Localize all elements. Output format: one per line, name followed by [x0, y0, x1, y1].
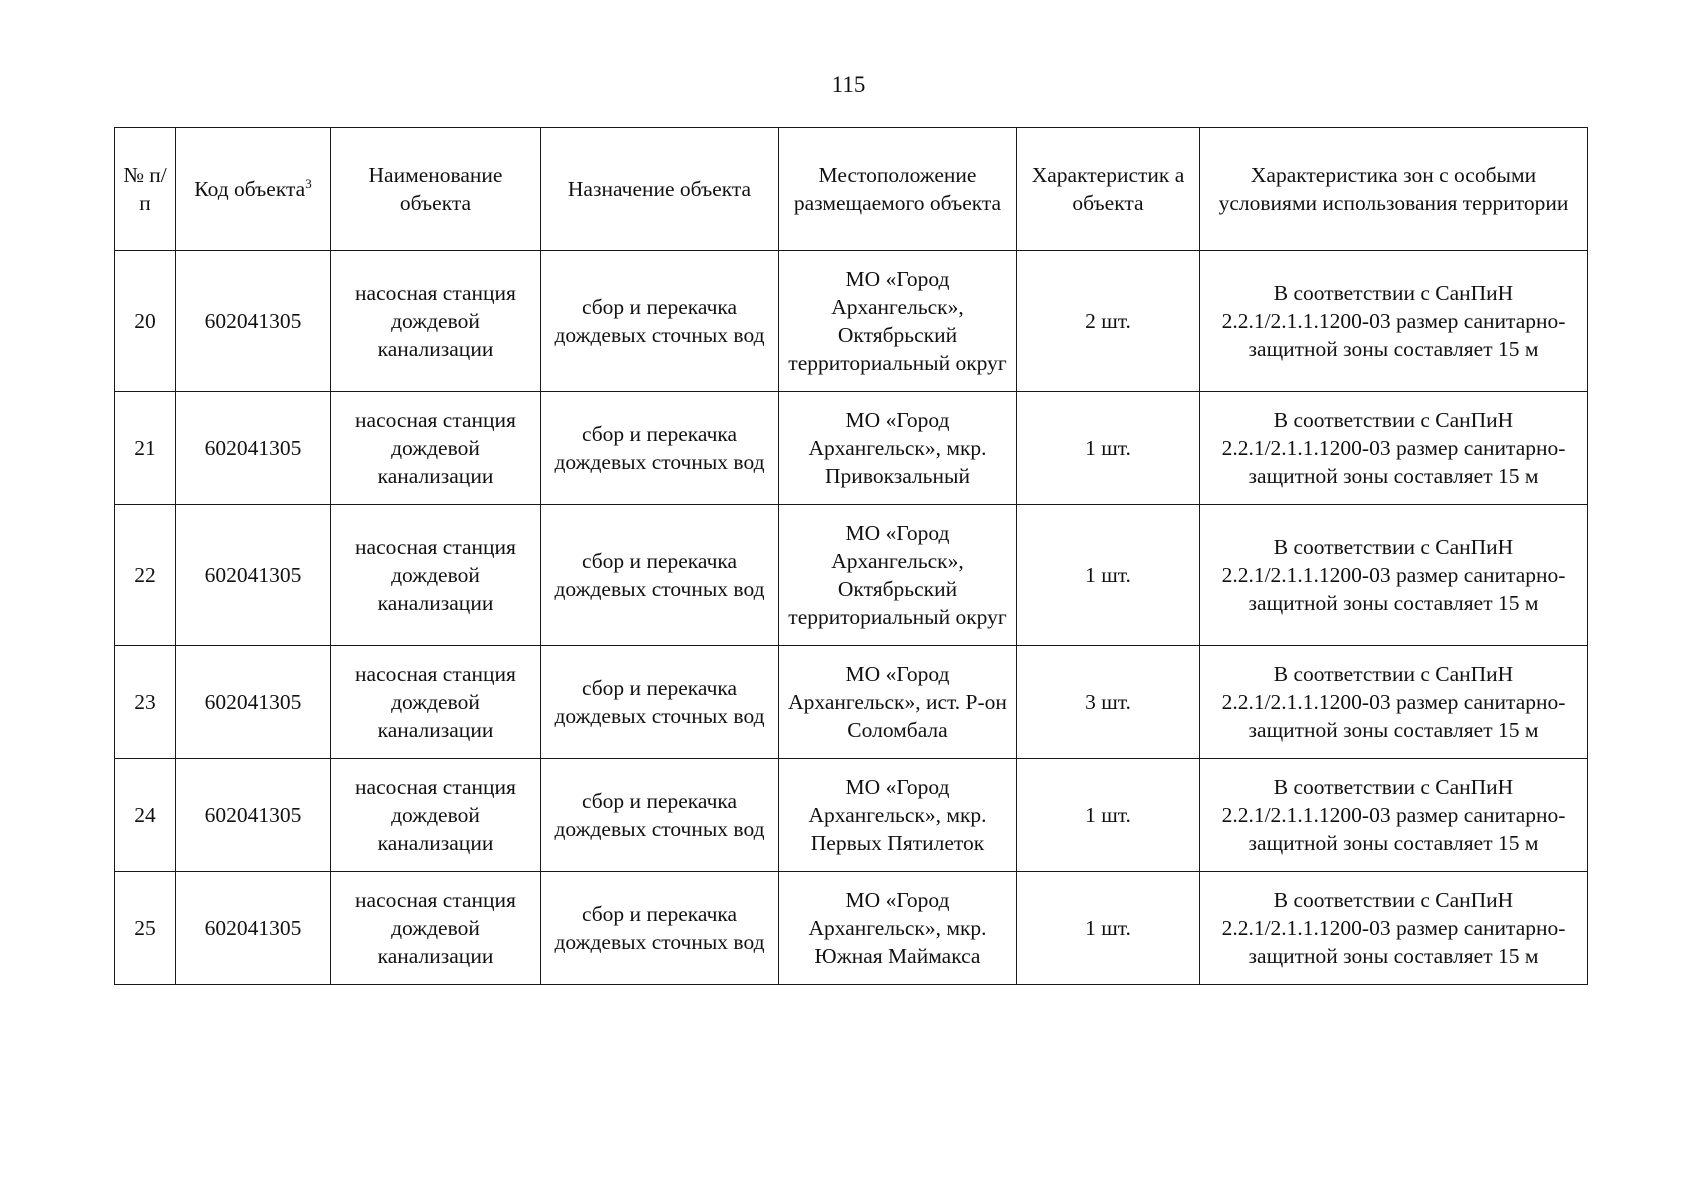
header-location: Местоположение размещаемого объекта	[779, 128, 1017, 251]
cell-characteristic: 1 шт.	[1017, 392, 1200, 505]
cell-num: 22	[115, 505, 176, 646]
cell-code: 602041305	[176, 872, 331, 985]
table-row	[115, 251, 1588, 392]
cell-location: МО «Город Архангельск», ист. Р-он Соломбала	[779, 646, 1017, 759]
cell-name: насосная станция дождевой канализации	[331, 251, 541, 392]
objects-table	[114, 127, 1588, 985]
cell-zones: В соответствии с СанПиН 2.2.1/2.1.1.1200-03 размер санитарно-защитной зоны составляет 15 м	[1200, 646, 1588, 759]
cell-num: 24	[115, 759, 176, 872]
cell-purpose: сбор и перекачка дождевых сточных вод	[541, 251, 779, 392]
cell-num: 23	[115, 646, 176, 759]
header-zones: Характеристика зон с особыми условиями использования территории	[1200, 128, 1588, 251]
table-row	[115, 505, 1588, 646]
cell-purpose: сбор и перекачка дождевых сточных вод	[541, 505, 779, 646]
header-num: № п/п	[115, 128, 176, 251]
cell-name: насосная станция дождевой канализации	[331, 505, 541, 646]
cell-zones: В соответствии с СанПиН 2.2.1/2.1.1.1200-03 размер санитарно-защитной зоны составляет 15 м	[1200, 251, 1588, 392]
cell-zones: В соответствии с СанПиН 2.2.1/2.1.1.1200-03 размер санитарно-защитной зоны составляет 15 м	[1200, 392, 1588, 505]
cell-characteristic: 1 шт.	[1017, 505, 1200, 646]
cell-name: насосная станция дождевой канализации	[331, 759, 541, 872]
header-code-label: Код объекта	[194, 177, 306, 201]
cell-zones: В соответствии с СанПиН 2.2.1/2.1.1.1200-03 размер санитарно-защитной зоны составляет 15 м	[1200, 872, 1588, 985]
cell-characteristic: 3 шт.	[1017, 646, 1200, 759]
cell-code: 602041305	[176, 392, 331, 505]
cell-purpose: сбор и перекачка дождевых сточных вод	[541, 392, 779, 505]
header-purpose: Назначение объекта	[541, 128, 779, 251]
cell-purpose: сбор и перекачка дождевых сточных вод	[541, 759, 779, 872]
page-number: 115	[831, 72, 866, 97]
cell-purpose: сбор и перекачка дождевых сточных вод	[541, 872, 779, 985]
cell-characteristic: 2 шт.	[1017, 251, 1200, 392]
header-characteristic: Характеристик а объекта	[1017, 128, 1200, 251]
table-row	[115, 759, 1588, 872]
cell-zones: В соответствии с СанПиН 2.2.1/2.1.1.1200-03 размер санитарно-защитной зоны составляет 15 м	[1200, 505, 1588, 646]
cell-name: насосная станция дождевой канализации	[331, 872, 541, 985]
cell-code: 602041305	[176, 505, 331, 646]
cell-num: 21	[115, 392, 176, 505]
cell-code: 602041305	[176, 251, 331, 392]
cell-name: насосная станция дождевой канализации	[331, 646, 541, 759]
cell-location: МО «Город Архангельск», Октябрьский территориальный округ	[779, 505, 1017, 646]
cell-characteristic: 1 шт.	[1017, 759, 1200, 872]
cell-location: МО «Город Архангельск», мкр. Южная Маймакса	[779, 872, 1017, 985]
cell-num: 20	[115, 251, 176, 392]
cell-characteristic: 1 шт.	[1017, 872, 1200, 985]
header-code	[176, 128, 331, 251]
table-row	[115, 392, 1588, 505]
cell-name: насосная станция дождевой канализации	[331, 392, 541, 505]
cell-code: 602041305	[176, 646, 331, 759]
cell-num: 25	[115, 872, 176, 985]
cell-location: МО «Город Архангельск», Октябрьский территориальный округ	[779, 251, 1017, 392]
table-row	[115, 872, 1588, 985]
header-code-footnote: 3	[305, 175, 312, 191]
cell-location: МО «Город Архангельск», мкр. Привокзальный	[779, 392, 1017, 505]
cell-code: 602041305	[176, 759, 331, 872]
cell-zones: В соответствии с СанПиН 2.2.1/2.1.1.1200-03 размер санитарно-защитной зоны составляет 15 м	[1200, 759, 1588, 872]
cell-location: МО «Город Архангельск», мкр. Первых Пятилеток	[779, 759, 1017, 872]
cell-purpose: сбор и перекачка дождевых сточных вод	[541, 646, 779, 759]
table-row	[115, 646, 1588, 759]
table-header-row	[115, 128, 1588, 251]
header-name: Наименование объекта	[331, 128, 541, 251]
